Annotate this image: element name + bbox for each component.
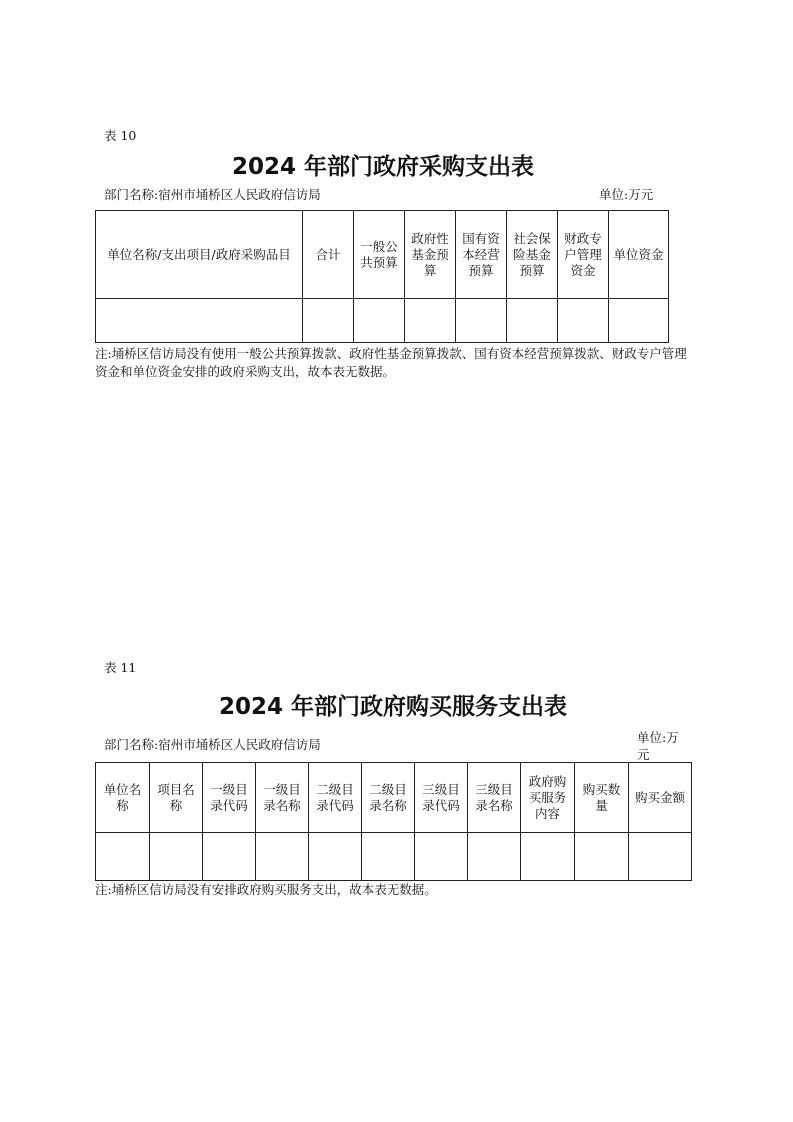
- header-cell: 单位名称: [96, 763, 150, 833]
- table-header-row: [96, 211, 669, 299]
- table10-department: 部门名称:宿州市埇桥区人民政府信访局: [104, 187, 321, 202]
- header-cell: 政府性基金预算: [405, 211, 456, 299]
- header-cell: 一般公共预算: [354, 211, 405, 299]
- table-row: [96, 833, 692, 881]
- table-cell: [629, 833, 692, 881]
- header-cell: 政府购买服务内容: [521, 763, 575, 833]
- header-cell: 社会保险基金预算: [507, 211, 558, 299]
- table11-title: 2024 年部门政府购买服务支出表: [218, 694, 568, 720]
- table11-label: 表 11: [104, 660, 137, 675]
- header-cell: 单位资金: [609, 211, 669, 299]
- header-cell: 二级目录代码: [309, 763, 362, 833]
- table10-label: 表 10: [104, 128, 137, 143]
- table-row: [96, 299, 669, 343]
- table10-note: 注:埇桥区信访局没有使用一般公共预算拨款、政府性基金预算拨款、国有资本经营预算拨款、财政专户管理资金和单位资金安排的政府采购支出，故本表无数据。: [95, 346, 687, 379]
- header-cell: 三级目录名称: [468, 763, 521, 833]
- header-cell: 财政专户管理资金: [558, 211, 609, 299]
- table-cell: [203, 833, 256, 881]
- header-cell: 二级目录名称: [362, 763, 415, 833]
- table-cell: [405, 299, 456, 343]
- table-cell: [468, 833, 521, 881]
- table10-unit: 单位:万元: [599, 187, 654, 202]
- table-cell: [354, 299, 405, 343]
- table11-note: 注:埇桥区信访局没有安排政府购买服务支出，故本表无数据。: [95, 882, 437, 897]
- table-cell: [150, 833, 203, 881]
- procurement-table: [95, 210, 669, 343]
- header-cell: 项目名称: [150, 763, 203, 833]
- header-cell: 三级目录代码: [415, 763, 468, 833]
- header-cell: 一级目录代码: [203, 763, 256, 833]
- table-header-row: [96, 763, 692, 833]
- header-cell: 购买数量: [575, 763, 629, 833]
- header-cell: 国有资本经营预算: [456, 211, 507, 299]
- table-cell: [309, 833, 362, 881]
- table-cell: [415, 833, 468, 881]
- header-cell: 合计: [303, 211, 354, 299]
- table-cell: [96, 299, 303, 343]
- table10-title: 2024 年部门政府采购支出表: [231, 154, 535, 180]
- header-cell: 一级目录名称: [256, 763, 309, 833]
- table-cell: [558, 299, 609, 343]
- table-cell: [609, 299, 669, 343]
- table-cell: [303, 299, 354, 343]
- table11-unit: 单位:万元: [637, 730, 679, 762]
- table11-department: 部门名称:宿州市埇桥区人民政府信访局: [104, 737, 321, 752]
- header-cell: 购买金额: [629, 763, 692, 833]
- table-cell: [362, 833, 415, 881]
- table-cell: [96, 833, 150, 881]
- service-purchase-table: [95, 762, 692, 881]
- table-cell: [521, 833, 575, 881]
- table-cell: [575, 833, 629, 881]
- table-cell: [507, 299, 558, 343]
- header-cell: 单位名称/支出项目/政府采购品目: [96, 211, 303, 299]
- table-cell: [456, 299, 507, 343]
- table-cell: [256, 833, 309, 881]
